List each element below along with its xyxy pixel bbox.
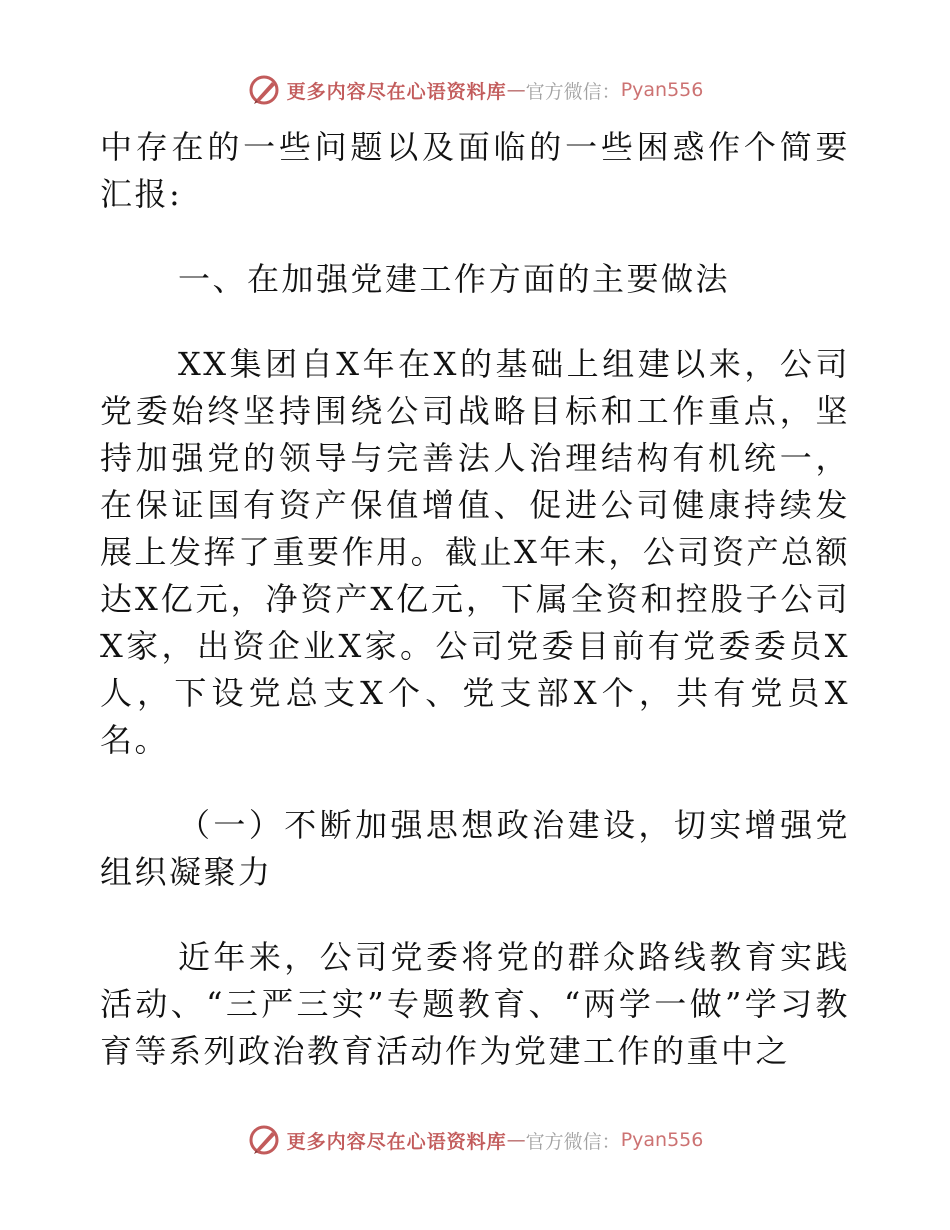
footer-watermark <box>0 1120 950 1160</box>
section-heading-1: 一、在加强党建工作方面的主要做法 <box>178 260 731 298</box>
watermark-contact-label: 官方微信： <box>525 1130 621 1153</box>
watermark-name: 更多内容尽在心语资料库 <box>286 1130 507 1153</box>
pen-logo-icon <box>247 1123 281 1157</box>
paragraph-continuation: 中存在的一些问题以及面临的一些困惑作个简要汇报: <box>100 128 850 213</box>
paragraph-company-overview: XX集团自X年在X的基础上组建以来，公司党委始终坚持围绕公司战略目标和工作重点，坚持加强党的领导与完善法人治理结构有机统一，在保证国有资产保值增值、促进公司健康持续发展上发挥了重要作用。截止X年末，公司资产总额达X亿元，净资产X亿元，下属全资和控股子公司X家，出资企业X家。公司党委目前有党委委员X人，下设党总支X个、党支部X个，共有党员X名。 <box>100 345 850 759</box>
watermark-contact-id: Pyan556 <box>620 1129 704 1151</box>
watermark-dash: — <box>506 1129 526 1151</box>
header-watermark <box>0 70 950 110</box>
pen-logo-icon <box>247 73 281 107</box>
watermark-name: 更多内容尽在心语资料库 <box>286 80 507 103</box>
watermark-dash: — <box>506 79 526 101</box>
watermark-contact-id: Pyan556 <box>620 79 704 101</box>
paragraph-political-education: 近年来，公司党委将党的群众路线教育实践活动、“三严三实”专题教育、“两学一做”学习教育等系列政治教育活动作为党建工作的重中之 <box>100 938 850 1070</box>
document-body <box>100 124 850 1075</box>
subsection-heading-1: （一）不断加强思想政治建设，切实增强党组织凝聚力 <box>100 806 850 891</box>
watermark-contact-label: 官方微信： <box>525 80 621 103</box>
